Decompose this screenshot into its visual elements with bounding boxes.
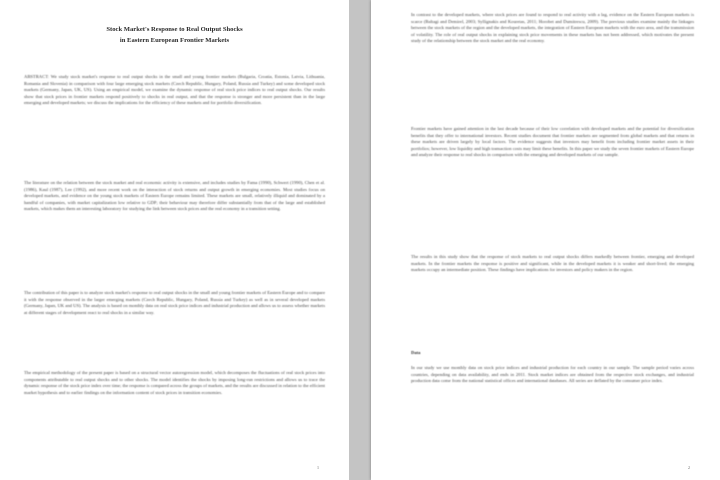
body-paragraph: Frontier markets have gained attention in the last decade because of their low correlation with developed markets and the potential for diversification benefits that they offer to international investors. Recent studies document that frontier markets are segmented from global markets and that returns in these markets are driven largely by local factors. The evidence suggests that investors may benefit from including frontier market assets in their portfolios; however, low liquidity and high transaction costs may limit these benefits. In this paper we study the seven frontier markets of Eastern Europe and analyze their response to real shocks in comparison with the emerging and developed markets of our sample. [411,126,694,158]
page-number: 1 [317,465,319,470]
page-2 [371,0,720,480]
paper-title: Stock Market's Response to Real Output Shocks [106,26,243,33]
paper-subtitle: in Eastern European Frontier Markets [119,37,230,44]
page-number: 2 [688,465,690,470]
abstract: ABSTRACT: We study stock market's response to real output shocks in the small and young frontier markets (Bulgaria, Croatia, Estonia, Latvia, Lithuania, Romania and Slovenia) in comparison with four large emerging stock markets (Czech Republic, Hungary, Poland, Russia and Turkey) and some developed stock markets (Germany, Japan, UK, US). Using an empirical model, we examine the dynamic response of real stock price indices to real output shocks. Our results show that stock prices in frontier markets respond positively to shocks in real output, and that the response is stronger and more persistent than in the large emerging and developed markets; we discuss the implications for the efficiency of these markets and for portfolio diversification. [24,74,325,106]
body-paragraph: The contribution of this paper is to analyze stock market's response to real output shocks in the small and young frontier markets of Eastern Europe and to compare it with the response observed in the larger emerging markets (Czech Republic, Hungary, Poland, Russia and Turkey) as well as in several developed markets (Germany, Japan, UK and US). The analysis is based on monthly data on real stock price indices and industrial production and allows us to assess whether markets at different stages of development react to real shocks in a similar way. [24,290,325,315]
body-paragraph: In our study we use monthly data on stock price indices and industrial production for each country in our sample. The sample period varies across countries, depending on data availability, and ends in 2011. Stock market indices are obtained from the respective stock exchanges, and industrial production data come from the national statistical offices and international databases. All series are deflated by the consumer price index. [411,365,694,384]
body-paragraph: In contrast to the developed markets, where stock prices are found to respond to real activity with a lag, evidence on the Eastern European markets is scarce (Baltagi and Demirel, 2003; Syllignakis and Kouretas, 2011; Horobet and Dumitrescu, 2009). The previous studies examine mainly the linkages between the stock markets of the region and the developed markets, the integration of Eastern European markets with the euro area, and the transmission of volatility. The role of real output shocks in explaining stock price movements in these markets has not been addressed, which motivates the present study of the relationship between the stock market and the real economy. [411,12,694,44]
body-paragraph: The empirical methodology of the present paper is based on a structural vector autoregression model, which decomposes the fluctuations of real stock prices into components attributable to real output shocks and to other shocks. The model identifies the shocks by imposing long-run restrictions and allows us to trace the dynamic response of the stock price index over time; the response is compared across the groups of markets, and the results are discussed in relation to the efficient market hypothesis and to earlier findings on the information content of stock prices in transition economies. [24,370,325,395]
page-gutter [349,0,371,480]
page-1 [0,0,349,480]
body-paragraph: The literature on the relation between the stock market and real economic activity is extensive, and includes studies by Fama (1990), Schwert (1990), Chen et al. (1986), Kaul (1987), Lee (1992), and more recent work on the interaction of stock returns and output growth in emerging economies. Most studies focus on developed markets, and evidence on the young stock markets of Eastern Europe remains limited. These markets are small, relatively illiquid and dominated by a handful of companies, with market capitalization low relative to GDP; their behaviour may therefore differ substantially from that of the large and established markets, which makes them an interesting laboratory for studying the link between stock prices and the real economy in a transition setting. [24,180,325,212]
section-heading: Data [411,350,421,355]
body-paragraph: The results in this study show that the response of stock markets to real output shocks differs markedly between frontier, emerging and developed markets. In the frontier markets the response is positive and significant, while in the developed markets it is weaker and short-lived; the emerging markets occupy an intermediate position. These findings have implications for investors and policy makers in the region. [411,254,694,273]
